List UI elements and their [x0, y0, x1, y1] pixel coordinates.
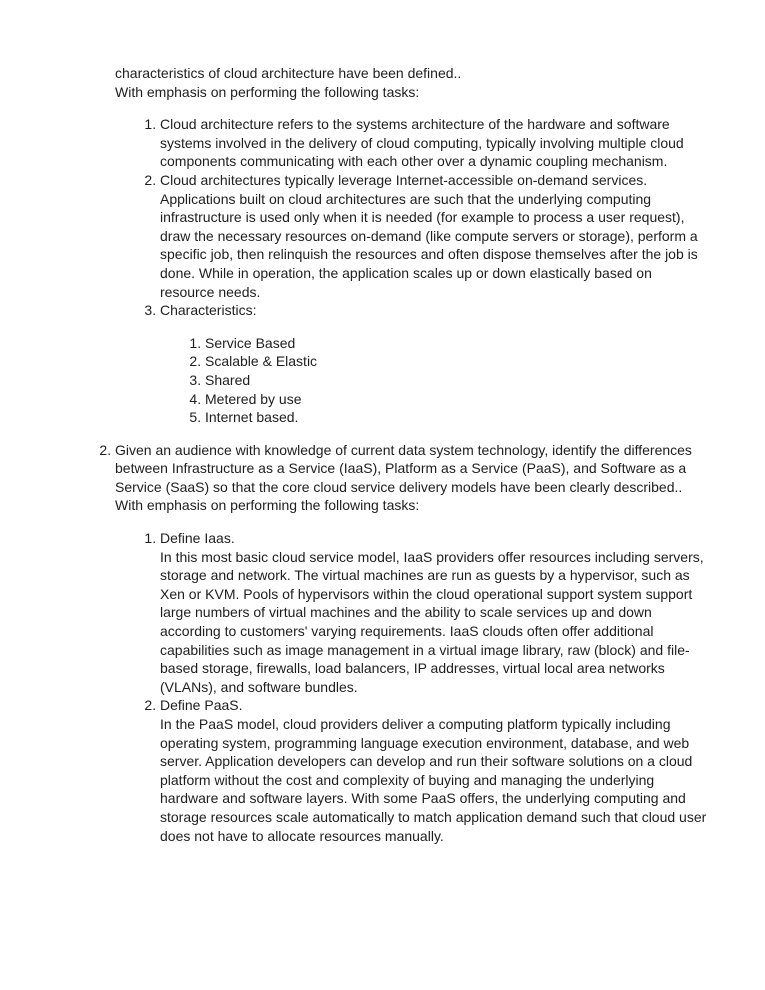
task-list-1 — [115, 115, 709, 427]
item1-continuation — [115, 64, 709, 427]
subtask-2-title: 2. Define PaaS. — [160, 697, 243, 714]
list-item — [160, 171, 709, 301]
question-2-tasks-label: With emphasis on performing the following tasks: — [115, 497, 420, 514]
list-item — [160, 115, 709, 171]
list-item — [205, 408, 709, 427]
list-item — [205, 352, 709, 371]
question-2-item — [115, 441, 709, 845]
continuation-line-1: characteristics of cloud architecture have been defined.. — [115, 65, 462, 81]
characteristics-list — [160, 334, 709, 427]
characteristic-3: Shared — [205, 371, 251, 388]
subtask-1-title: 1. Define Iaas. — [160, 530, 235, 547]
question-list — [115, 441, 709, 845]
characteristic-2: Scalable & Elastic — [205, 353, 318, 370]
list-item — [160, 529, 709, 696]
list-item — [160, 301, 709, 427]
characteristic-1: Service Based — [205, 334, 296, 351]
subtask-2-body: In the PaaS model, cloud providers deliver a computing platform typically including operating system, programming language execution environment, database, and web server. Application developers can develop and run their software solutions on a cloud platform without the cost and complexity of buying and managing the underlying hardware and software layers. With some PaaS offers, the underlying computing and storage resources scale automatically to match application demand such that cloud user does not have to allocate resources manually. — [160, 716, 707, 844]
task-3-text: Characteristics: — [160, 302, 257, 319]
list-item — [160, 696, 709, 845]
subtask-list — [115, 529, 709, 845]
task-2-text: Cloud architectures typically leverage Internet-accessible on-demand services. Applications built on cloud architectures are such that the underlying computing infrastructure is used only when it is needed (for example to process a user request), draw the necessary resources on-demand (like compute servers or storage), perform a specific job, then relinquish the resources and often dispose themselves after the job is done. While in operation, the application scales up or down elastically based on resource needs. — [160, 171, 698, 300]
subtask-1-body: In this most basic cloud service model, IaaS providers offer resources including servers, storage and network. The virtual machines are run as guests by a hypervisor, such as Xen or KVM. Pools of hypervisors within the cloud operational support system support large numbers of virtual machines and the ability to scale services up and down according to customers' varying requirements. IaaS clouds often offer additional capabilities such as image management in a virtual image library, raw (block) and file-based storage, firewalls, load balancers, IP addresses, virtual local area networks (VLANs), and software bundles. — [160, 548, 704, 695]
list-item — [205, 371, 709, 390]
characteristic-5: Internet based. — [205, 409, 299, 426]
question-2-intro: 2. Given an audience with knowledge of current data system technology, identify the differences between Infrastructure as a Service (IaaS), Platform as a Service (PaaS), and Software as a Service (SaaS) so that the core cloud service delivery models have been clearly described.. — [115, 441, 692, 495]
tasks-intro-label: With emphasis on performing the following tasks: — [115, 83, 420, 100]
list-item — [205, 334, 709, 353]
characteristic-4: Metered by use — [205, 390, 302, 407]
list-item — [205, 390, 709, 409]
task-1-text: Cloud architecture refers to the systems architecture of the hardware and software systems involved in the delivery of cloud computing, typically involving multiple cloud components communicating with each other over a dynamic coupling mechanism. — [160, 116, 684, 170]
